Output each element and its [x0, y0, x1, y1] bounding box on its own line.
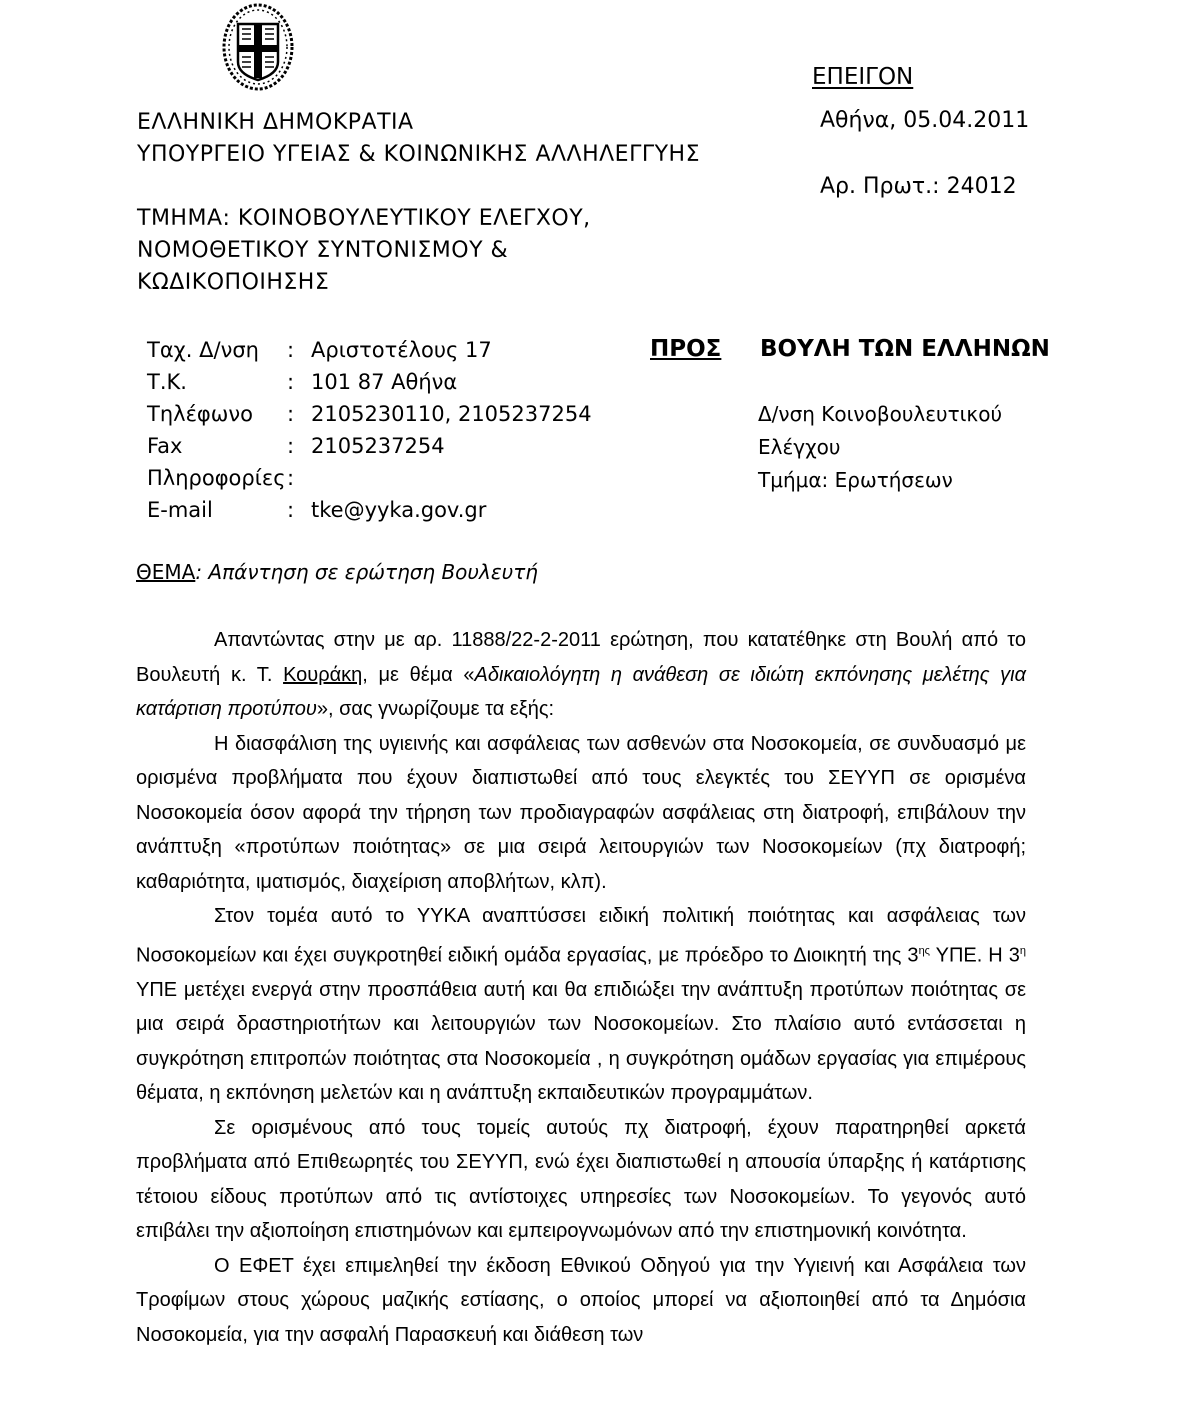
contact-row-fax: Fax : 2105237254: [147, 430, 592, 462]
contact-row-phone: Τηλέφωνο : 2105230110, 2105237254: [147, 398, 592, 430]
protocol-number: Αρ. Πρωτ.: 24012: [820, 174, 1017, 199]
subject-line: [136, 560, 538, 584]
contact-details: [147, 334, 592, 526]
contact-row-email: E-mail : tke@yyka.gov.gr: [147, 494, 592, 526]
paragraph-1-text: με θέμα «: [367, 663, 475, 686]
department-line-1: ΤΜΗΜΑ: ΚΟΙΝΟΒΟΥΛΕΥΤΙΚΟΥ ΕΛΕΓΧΟΥ,: [137, 206, 591, 231]
contact-value: Αριστοτέλους 17: [311, 338, 492, 362]
contact-value: 2105230110, 2105237254: [311, 402, 592, 426]
ministry-heading: ΥΠΟΥΡΓΕΙΟ ΥΓΕΙΑΣ & ΚΟΙΝΩΝΙΚΗΣ ΑΛΛΗΛΕΓΓΥΗΣ: [137, 142, 700, 167]
paragraph-3-text: ΥΠΕ. Η 3: [929, 944, 1020, 967]
republic-heading: ΕΛΛΗΝΙΚΗ ΔΗΜΟΚΡΑΤΙΑ: [137, 110, 414, 135]
paragraph-4: Σε ορισμένους από τους τομείς αυτούς πχ διατροφή, έχουν παρατηρηθεί αρκετά προβλήματα από Επιθεωρητές του ΣΕΥΥΠ, ενώ έχει διαπιστωθεί η απουσία ύπαρξης ή κατάρτισης τέτοιου είδους προτύπων από τις αντίστοιχες υπηρεσίες των Νοσοκομείων. Το γεγονός αυτό επιβάλει την αξιοποίηση επιστημόνων και εμπειρογνωμόνων από την επιστημονική κοινότητα.: [136, 1116, 1026, 1243]
paragraph-1-text: », σας γνωρίζουμε τα εξής:: [316, 698, 555, 720]
document-date: Αθήνα, 05.04.2011: [820, 108, 1030, 133]
subject-label: ΘΕΜΑ: [136, 560, 196, 584]
paragraph-3: [136, 899, 1026, 1111]
mp-name: Κουράκη,: [283, 663, 368, 686]
ordinal-suffix: η: [1019, 944, 1026, 957]
letter-body: [136, 623, 1026, 1352]
recipient-name: ΒΟΥΛΗ ΤΩΝ ΕΛΛΗΝΩΝ: [760, 336, 1050, 362]
recipient-label: ΠΡΟΣ: [650, 336, 722, 362]
paragraph-3-text: Στον τομέα αυτό το ΥΥΚΑ αναπτύσσει ειδική πολιτική ποιότητας και ασφάλειας των Νοσοκομείων και έχει συγκροτηθεί ειδική ομάδα εργασίας, με πρόεδρο το Διοικητή της 3: [136, 905, 1026, 967]
recipient-department: [758, 398, 1002, 497]
department-line-3: ΚΩΔΙΚΟΠΟΙΗΣΗΣ: [137, 270, 330, 295]
paragraph-1-text: Απαντώντας στην με αρ. 11888/22-2-2011 ερώτηση, που κατατέθηκε στη Βουλή από το Βουλευτή κ. Τ.: [136, 629, 1026, 686]
department-line-2: ΝΟΜΟΘΕΤΙΚΟΥ ΣΥΝΤΟΝΙΣΜΟΥ &: [137, 238, 509, 263]
contact-row-info: Πληροφορίες :: [147, 462, 592, 494]
contact-label: E-mail: [147, 498, 213, 522]
contact-label: Fax: [147, 434, 183, 458]
paragraph-5: Ο ΕΦΕΤ έχει επιμεληθεί την έκδοση Εθνικού Οδηγού για την Υγιεινή και Ασφάλεια των Τροφίμων στους χώρους μαζικής εστίασης, ο οποίος μπορεί να αξιοποιηθεί από τα Δημόσια Νοσοκομεία, για την ασφαλή Παρασκευή και διάθεση των: [136, 1254, 1026, 1346]
recipient-dept-line: Τμήμα: Ερωτήσεων: [758, 468, 953, 492]
urgent-label: ΕΠΕΙΓΟΝ: [812, 64, 914, 90]
paragraph-3-text: ΥΠΕ μετέχει ενεργά στην προσπάθεια αυτή και θα επιδιώξει την ανάπτυξη προτύπων ποιότητας σε μια σειρά δραστηριοτήτων και λειτουργιών των Νοσοκομείων. Στο πλαίσιο αυτό εντάσσεται η συγκρότηση επιτροπών ποιότητας στα Νοσοκομεία , η συγκρότηση ομάδων εργασίας για επιμέρους θέματα, η εκπόνηση μελετών και η ανάπτυξη εκπαιδευτικών προγραμμάτων.: [136, 978, 1026, 1105]
greek-coat-of-arms-emblem-icon: [220, 2, 296, 92]
contact-value[interactable]: tke@yyka.gov.gr: [311, 498, 487, 522]
paragraph-1: [136, 623, 1026, 727]
ordinal-suffix: ης: [918, 944, 930, 957]
contact-row-address: Ταχ. Δ/νση : Αριστοτέλους 17: [147, 334, 592, 366]
contact-label: Ταχ. Δ/νση: [147, 338, 259, 362]
recipient-dept-line: Δ/νση Κοινοβουλευτικού: [758, 402, 1003, 426]
contact-label: Τηλέφωνο: [147, 402, 253, 426]
contact-label: Πληροφορίες: [147, 466, 286, 490]
subject-text: : Απάντηση σε ερώτηση Βουλευτή: [195, 560, 538, 584]
contact-value: 101 87 Αθήνα: [311, 370, 458, 394]
recipient-dept-line: Ελέγχου: [758, 435, 841, 459]
paragraph-2: Η διασφάλιση της υγιεινής και ασφάλειας των ασθενών στα Νοσοκομεία, σε συνδυασμό με ορισμένα προβλήματα που έχουν διαπιστωθεί από τους ελεγκτές του ΣΕΥΥΠ σε ορισμένα Νοσοκομεία όσον αφορά την τήρηση των προδιαγραφών ασφάλειας στη διατροφή, επιβάλουν την ανάπτυξη «προτύπων ποιότητας» σε μια σειρά λειτουργιών των Νοσοκομείων (πχ διατροφή; καθαριότητα, ιματισμός, διαχείριση αποβλήτων, κλπ).: [136, 732, 1026, 893]
question-topic: Αδικαιολόγητη η ανάθεση σε ιδιώτη εκπόνησης μελέτης για κατάρτιση προτύπου: [136, 663, 1027, 720]
contact-value: 2105237254: [311, 434, 445, 458]
contact-label: Τ.Κ.: [147, 370, 187, 394]
contact-row-postcode: Τ.Κ. : 101 87 Αθήνα: [147, 366, 592, 398]
